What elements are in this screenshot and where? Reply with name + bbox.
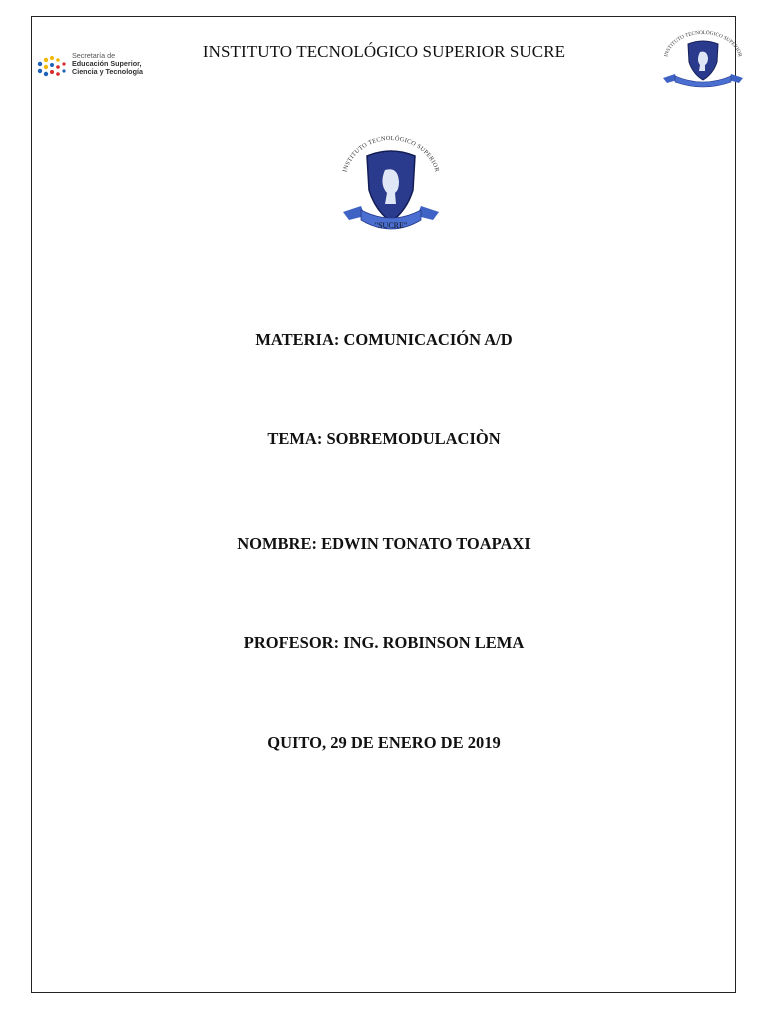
fecha-line: QUITO, 29 DE ENERO DE 2019 [267,733,501,752]
tema-line: TEMA: SOBREMODULACIÒN [267,429,501,448]
center-shield-seal-icon [335,130,447,242]
secretaria-line-2: Educación Superior, [72,59,142,69]
center-seal-arc-text: INSTITUTO TECNOLÓGICO SUPERIOR [341,134,441,173]
materia-line: MATERIA: COMUNICACIÓN A/D [255,330,513,349]
secretaria-line-1: Secretaría de [72,51,116,60]
seal-banner-text: "SUCRE" [374,221,408,230]
profesor-line: PROFESOR: ING. ROBINSON LEMA [243,633,525,652]
secretaria-line-3: Ciencia y Tecnología [72,67,143,77]
header-title: INSTITUTO TECNOLÓGICO SUPERIOR SUCRE [202,42,566,61]
nombre-line: NOMBRE: EDWIN TONATO TOAPAXI [237,534,531,553]
shield-seal-icon [655,30,751,90]
corner-seal-arc-text: INSTITUTO TECNOLÓGICO SUPERIOR [663,30,743,58]
